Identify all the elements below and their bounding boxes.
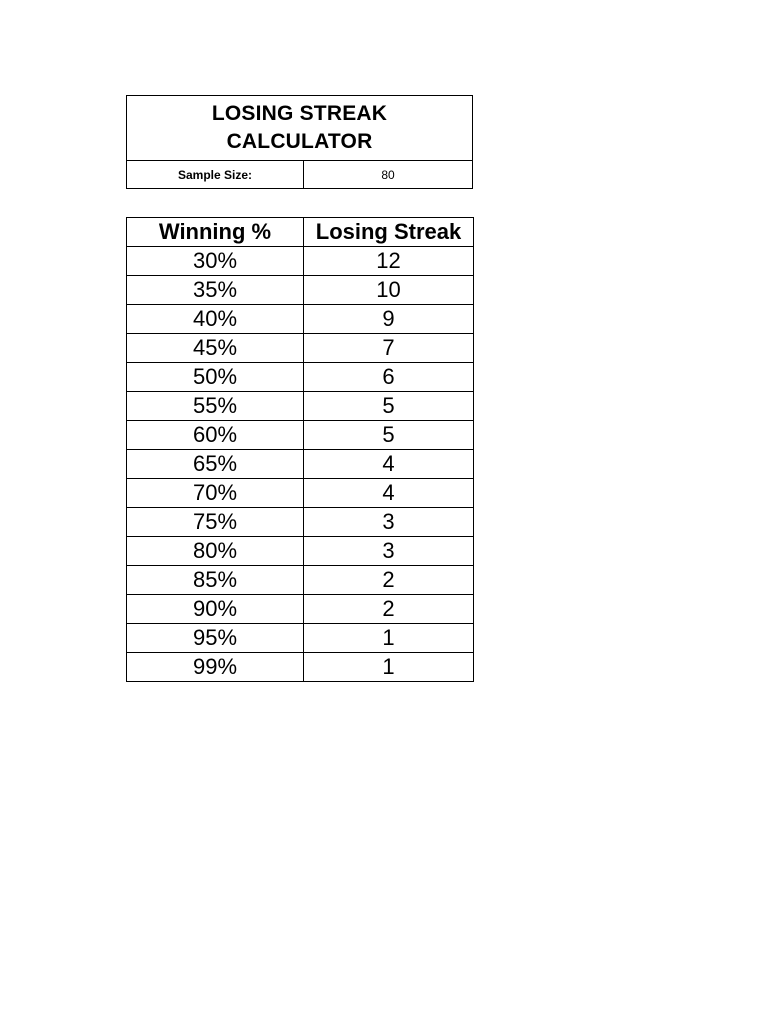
sample-size-label: Sample Size: <box>127 161 304 188</box>
winning-percent-cell: 45% <box>127 334 304 363</box>
table-row <box>127 305 474 334</box>
losing-streak-cell: 5 <box>304 421 474 450</box>
table-row <box>127 537 474 566</box>
header-losing-streak: Losing Streak <box>304 218 474 247</box>
header-winning-percent: Winning % <box>127 218 304 247</box>
losing-streak-cell: 3 <box>304 537 474 566</box>
losing-streak-cell: 1 <box>304 624 474 653</box>
winning-percent-cell: 40% <box>127 305 304 334</box>
table-row <box>127 450 474 479</box>
table-row <box>127 276 474 305</box>
winning-percent-cell: 90% <box>127 595 304 624</box>
table-row <box>127 363 474 392</box>
losing-streak-cell: 6 <box>304 363 474 392</box>
losing-streak-cell: 7 <box>304 334 474 363</box>
table-row <box>127 247 474 276</box>
calculator-title <box>127 96 472 161</box>
winning-percent-cell: 85% <box>127 566 304 595</box>
table-row <box>127 479 474 508</box>
title-line-2: CALCULATOR <box>226 130 373 153</box>
losing-streak-cell: 1 <box>304 653 474 682</box>
losing-streak-cell: 10 <box>304 276 474 305</box>
winning-percent-cell: 80% <box>127 537 304 566</box>
sample-size-value[interactable]: 80 <box>381 167 395 182</box>
table-row <box>127 566 474 595</box>
losing-streak-cell: 3 <box>304 508 474 537</box>
losing-streak-cell: 4 <box>304 479 474 508</box>
sample-size-row <box>127 161 472 188</box>
winning-percent-cell: 30% <box>127 247 304 276</box>
losing-streak-cell: 2 <box>304 595 474 624</box>
table-row <box>127 421 474 450</box>
losing-streak-table <box>126 217 474 682</box>
losing-streak-cell: 2 <box>304 566 474 595</box>
losing-streak-cell: 9 <box>304 305 474 334</box>
table-row <box>127 624 474 653</box>
table-row <box>127 334 474 363</box>
winning-percent-cell: 60% <box>127 421 304 450</box>
winning-percent-cell: 75% <box>127 508 304 537</box>
winning-percent-cell: 55% <box>127 392 304 421</box>
winning-percent-cell: 99% <box>127 653 304 682</box>
table-row <box>127 653 474 682</box>
losing-streak-cell: 5 <box>304 392 474 421</box>
losing-streak-cell: 12 <box>304 247 474 276</box>
table-row <box>127 392 474 421</box>
losing-streak-cell: 4 <box>304 450 474 479</box>
title-line-1: LOSING STREAK <box>211 102 388 125</box>
winning-percent-cell: 65% <box>127 450 304 479</box>
winning-percent-cell: 50% <box>127 363 304 392</box>
table-row <box>127 595 474 624</box>
winning-percent-cell: 35% <box>127 276 304 305</box>
winning-percent-cell: 70% <box>127 479 304 508</box>
table-header-row <box>127 218 474 247</box>
winning-percent-cell: 95% <box>127 624 304 653</box>
table-row <box>127 508 474 537</box>
calculator-header-box <box>126 95 473 189</box>
